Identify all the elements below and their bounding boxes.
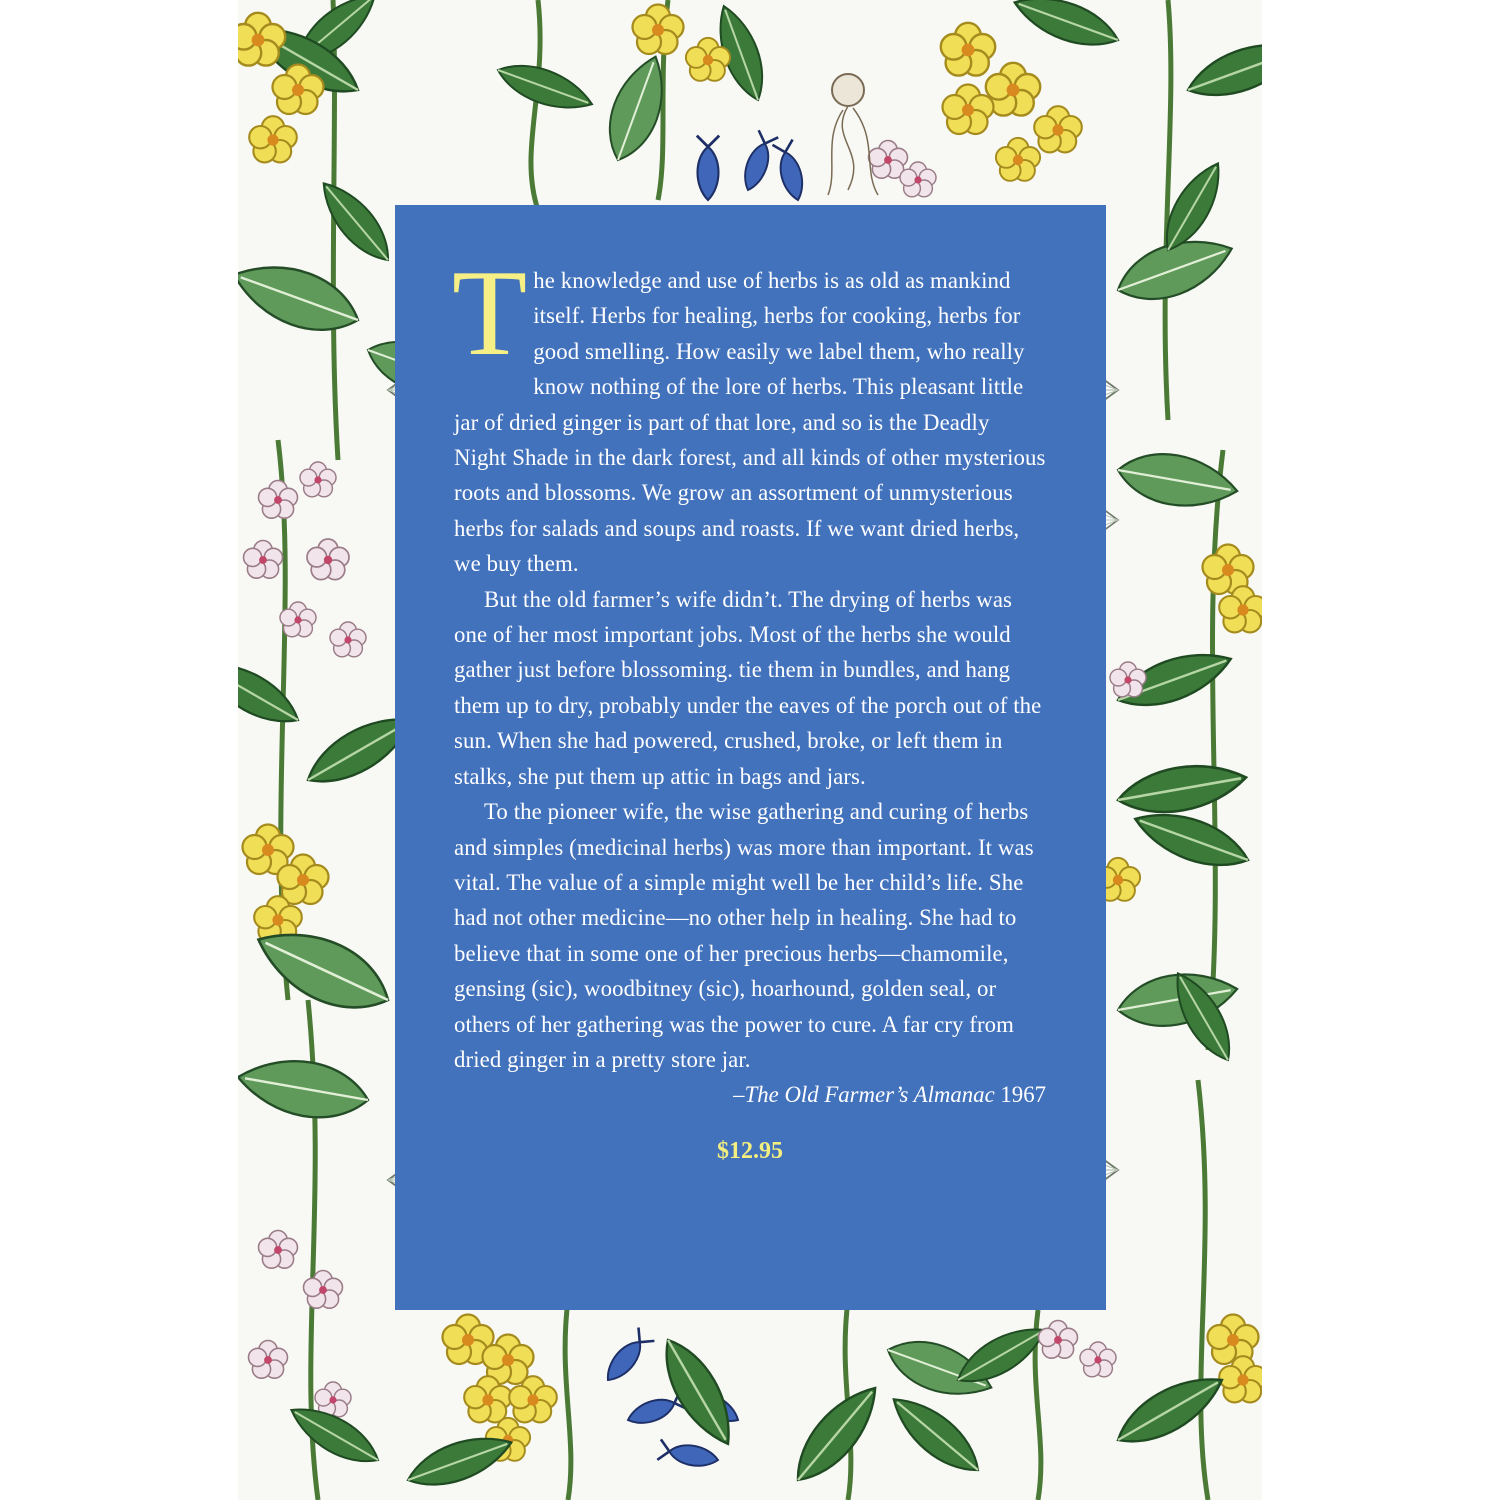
attribution xyxy=(454,1077,1046,1112)
paragraph-1 xyxy=(452,244,1046,582)
body-text xyxy=(452,244,1046,1077)
paragraph-3: To the pioneer wife, the wise gathering and curing of herbs and simples (medicinal herbs) was more than important. It was vital. The value of a simple might well be her child’s life. She had not other medicine—no other help in healing. She had to believe that in some one of her precious herbs—chamomile, gensing (sic), woodbitney (sic), hoarhound, golden seal, or others of her gathering was the power to cure. A far cry from dried ginger in a pretty store jar. xyxy=(454,799,1034,1072)
price: $12.95 xyxy=(717,1138,783,1165)
attribution-year: 1967 xyxy=(994,1082,1046,1108)
attribution-source: The Old Farmer’s Almanac xyxy=(744,1082,995,1108)
drop-cap: T xyxy=(452,244,528,381)
text-panel xyxy=(395,205,1106,1310)
paragraph-2: But the old farmer’s wife didn’t. The drying of herbs was one of her most important jobs. Most of the herbs she would gather just before blossoming. tie them in bundles, and hang them up to dry, probably under the eaves of the porch out of the sun. When she had powered, crushed, broke, or left them in stalks, she put them up attic in bags and jars. xyxy=(454,586,1042,789)
attribution-dash: – xyxy=(733,1082,745,1108)
paragraph-1-text: he knowledge and use of herbs is as old as mankind itself. Herbs for healing, herbs for cooking, herbs for good smelling. How easily we label them, who really know nothing of the lore of herbs. This pleasant little jar of dried ginger is part of that lore, and so is the Deadly Night Shade in the dark forest, and all kinds of other mysterious roots and blossoms. We grow an assortment of unmysterious herbs for salads and soups and roasts. If we want dried herbs, we buy them. xyxy=(454,268,1046,577)
